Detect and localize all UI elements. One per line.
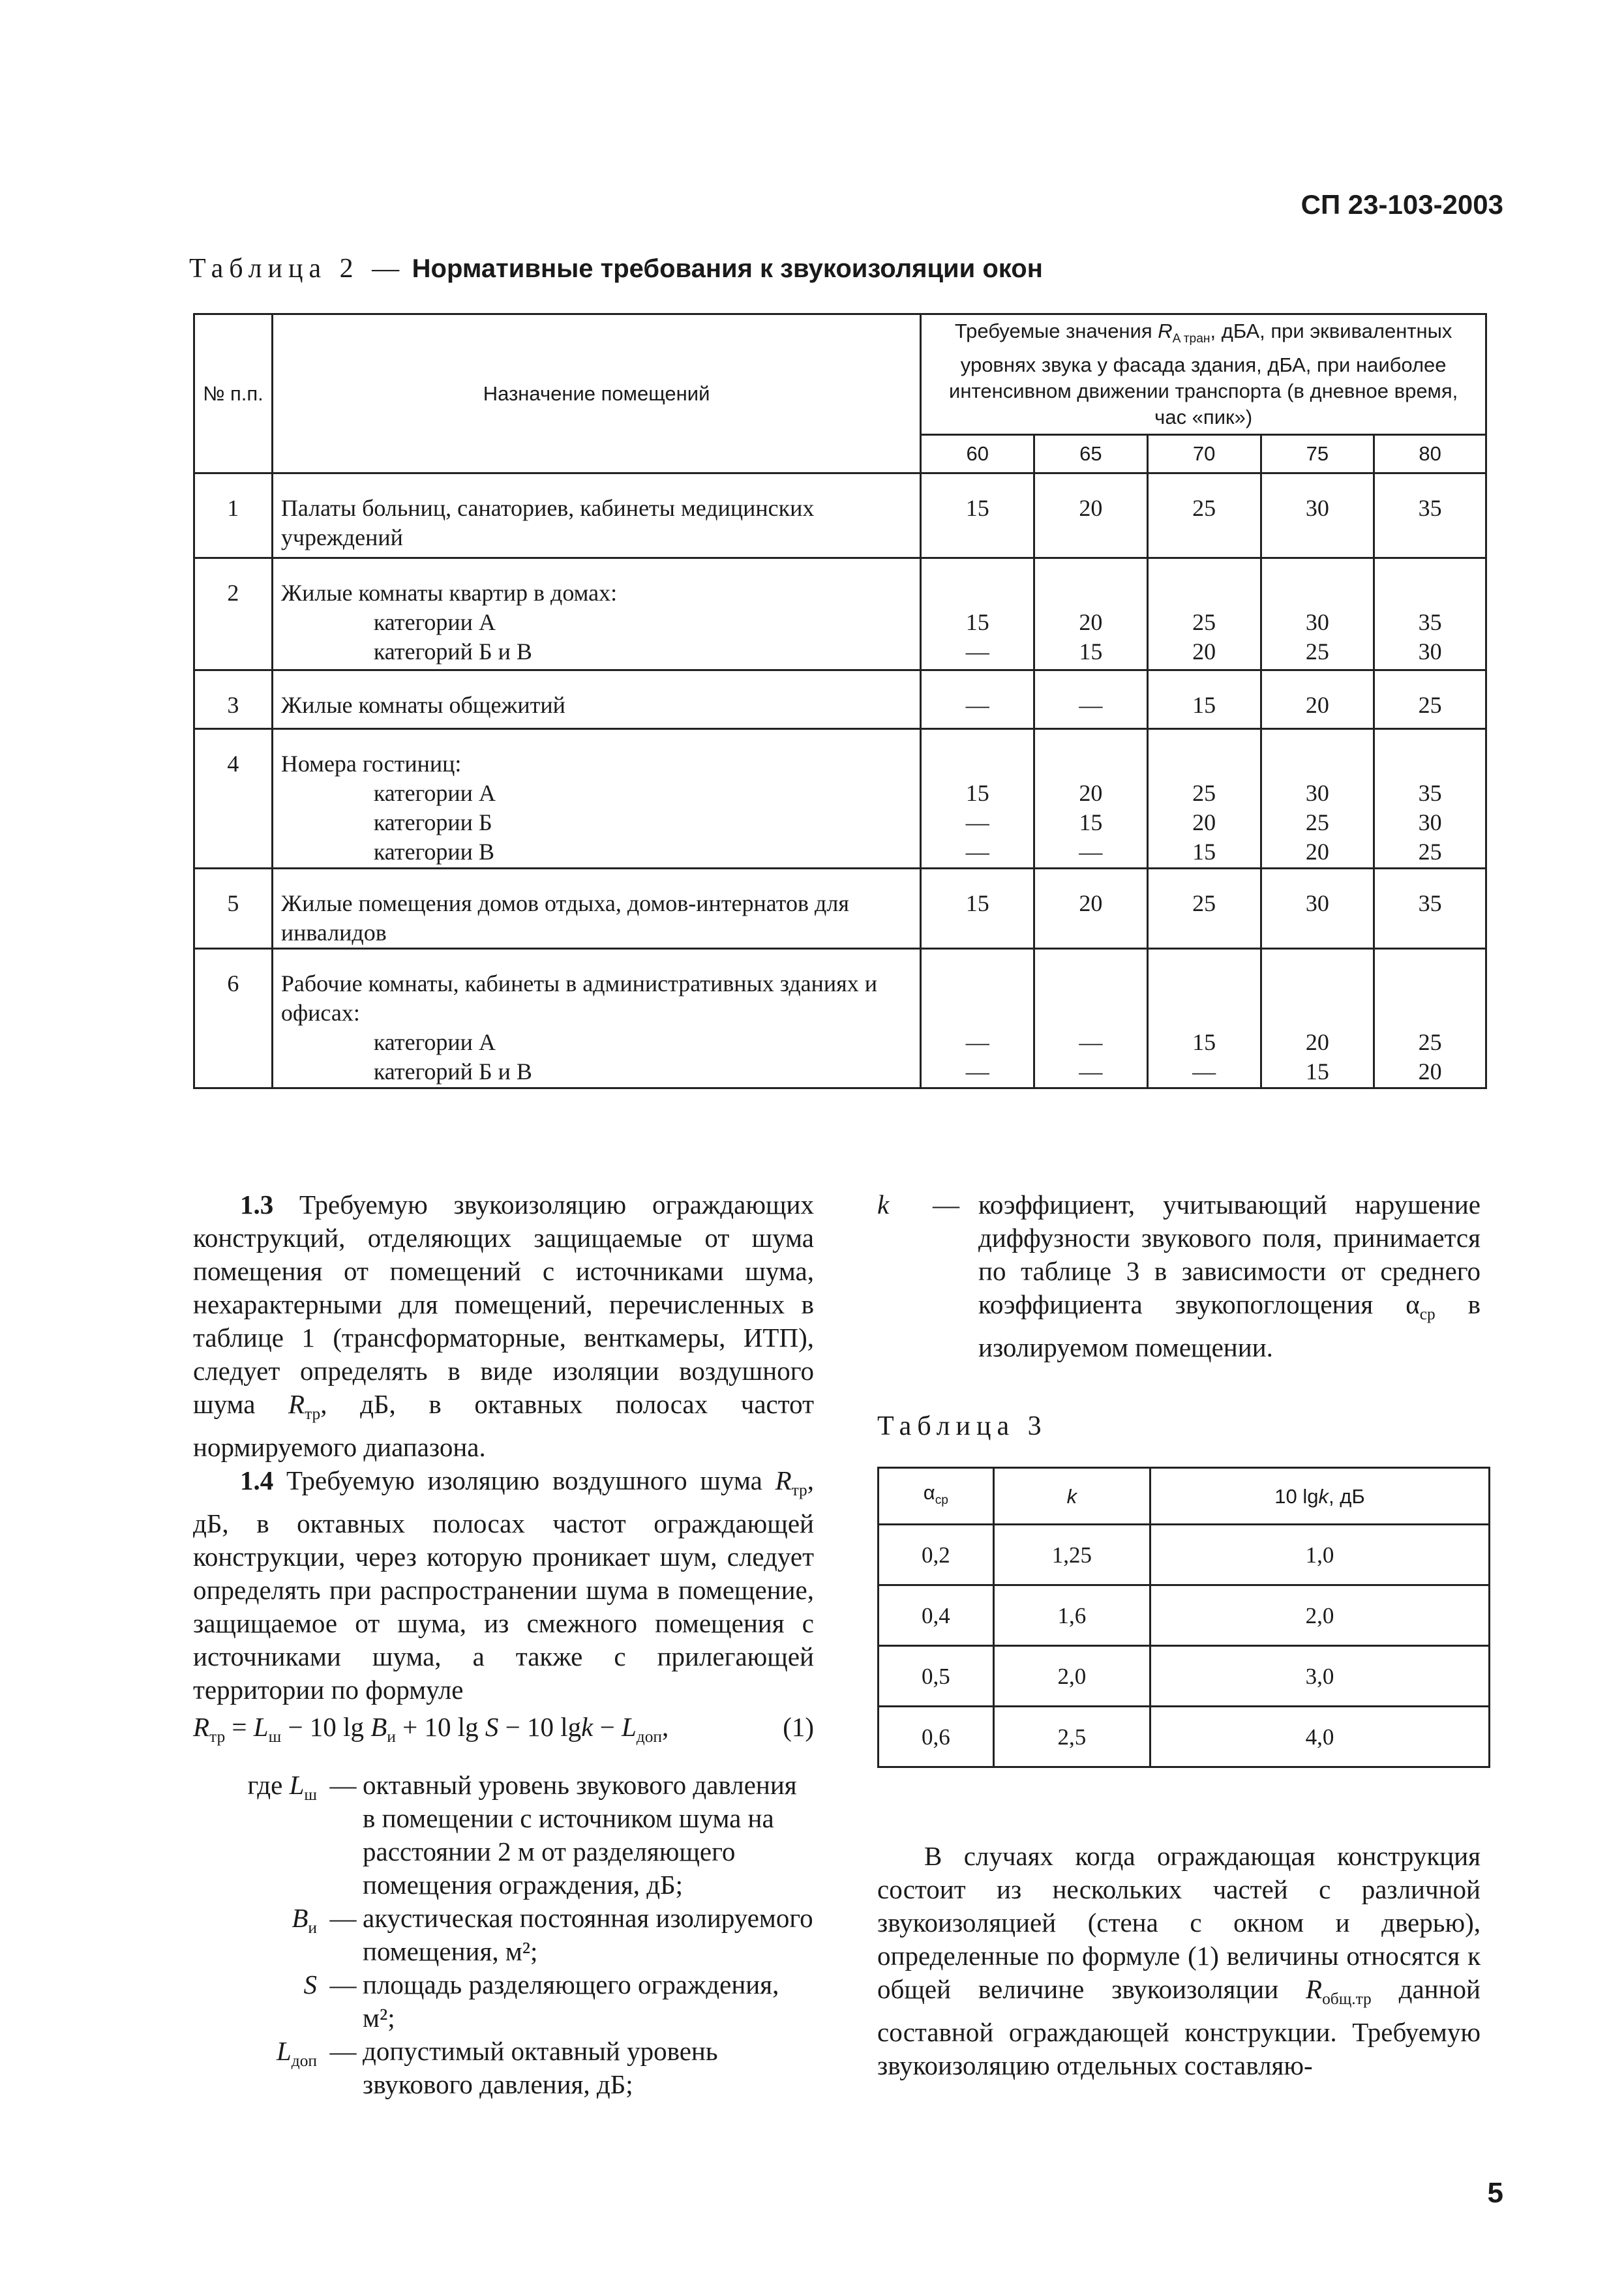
definition-symbol-letter: B: [292, 1902, 308, 1933]
table3-cell: 0,6: [879, 1707, 994, 1767]
composite-paragraph: [877, 1840, 1481, 2082]
f-L-sub: ш: [268, 1728, 282, 1746]
p13-number: 1.3: [240, 1190, 274, 1220]
table2-value: 35: [1418, 780, 1442, 806]
required-text-post: , дБА, при эквивалентных уровнях звука у фасада здания, дБА, при наиболее интенсивном движении транспорта (в дневное время, час «пик»): [949, 319, 1458, 429]
formula-expression: [193, 1711, 669, 1754]
table2-value-cell: [921, 949, 1034, 1088]
definition-symbol-sub: ш: [304, 1785, 317, 1804]
table2-caption: [189, 253, 1043, 284]
definition-dash: —: [329, 1969, 357, 1999]
table2-value: 35: [1418, 890, 1442, 916]
table2-value: 25: [1418, 839, 1442, 865]
table3-cell: 1,6: [993, 1585, 1150, 1646]
purpose-line: Жилые комнаты квартир в домах:: [280, 580, 618, 606]
table2-value-cell: [1034, 473, 1148, 558]
table2-value-cell: [1261, 670, 1374, 729]
definition-symbol: [193, 1902, 323, 1968]
table3-cell: 2,5: [993, 1707, 1150, 1767]
table2-value-cell: [1147, 558, 1261, 670]
table3-cell: 1,0: [1150, 1525, 1489, 1585]
table2-value: 25: [1192, 495, 1216, 521]
table2-row: [194, 729, 1486, 869]
purpose-subcategory: категории Б: [373, 809, 492, 835]
table2-value: 15: [965, 495, 989, 521]
t3-header-10lgk: [1150, 1468, 1489, 1525]
paragraph-1-3: [193, 1188, 814, 1464]
p14-text-a: Требуемую изоляцию воздушного шума: [273, 1465, 775, 1496]
table2-value: 15: [1192, 839, 1216, 865]
table2-value: 15: [1192, 692, 1216, 718]
table3-cell: 0,5: [879, 1646, 994, 1707]
table2-value: 35: [1418, 495, 1442, 521]
table2-row-purpose: [272, 670, 921, 729]
table2-caption-title: Нормативные требования к звукоизоляции окон: [412, 254, 1043, 283]
table2-value: 15: [965, 609, 989, 635]
table2-value: —: [965, 692, 989, 718]
table2-value: 30: [1305, 495, 1329, 521]
k-text-a: коэффициент, учитывающий нарушение диффузности звукового поля, принимается по таблице 3 в зависимости от среднего коэффициента звукопоглощения: [978, 1190, 1481, 1319]
table2-value-cell: [1034, 949, 1148, 1088]
symbol-definition: [193, 1769, 814, 1902]
p14-number: 1.4: [240, 1465, 274, 1496]
definition-dash: —: [329, 1902, 357, 1933]
table3-cell: 3,0: [1150, 1646, 1489, 1707]
table3-cell: 2,0: [1150, 1585, 1489, 1646]
table2-row-purpose: [272, 869, 921, 949]
table2-value: 15: [1305, 1058, 1329, 1085]
t3-header-alpha: [879, 1468, 994, 1525]
table2-value: 20: [1192, 638, 1216, 665]
table2-row-purpose: [272, 558, 921, 670]
k-definition: [877, 1188, 1481, 1364]
table2-value: —: [965, 809, 989, 835]
f-B: B: [370, 1712, 387, 1743]
table2-value-cell: [1147, 869, 1261, 949]
table2-value: 20: [1079, 609, 1103, 635]
purpose-line: Номера гостиниц:: [280, 751, 462, 777]
table2-value: 25: [1305, 638, 1329, 665]
symbol-definition: [193, 1902, 814, 1968]
k-alpha: α: [1406, 1289, 1420, 1319]
table2-value-cell: [921, 558, 1034, 670]
f-L: L: [253, 1712, 269, 1743]
table2-value: 25: [1418, 1029, 1442, 1055]
purpose-line: Жилые комнаты общежитий: [280, 692, 565, 718]
table2-value-cell: [921, 670, 1034, 729]
table2-value-cell: [921, 473, 1034, 558]
table2-level-header: 65: [1034, 435, 1148, 473]
table2-value-cell: [1147, 949, 1261, 1088]
definition-symbol: [193, 1968, 323, 2035]
definition-symbol-sub: и: [308, 1918, 317, 1937]
t3-header-k: [993, 1468, 1150, 1525]
rp-R-sub: общ.тр: [1322, 1990, 1372, 2009]
table2-value: 15: [1079, 638, 1103, 665]
table3-cell: 0,2: [879, 1525, 994, 1585]
table2-value-cell: [1147, 473, 1261, 558]
required-text-pre: Требуемые значения: [954, 319, 1158, 342]
table2-row-purpose: [272, 729, 921, 869]
table2-value: 20: [1079, 890, 1103, 916]
table2-value-cell: [1147, 670, 1261, 729]
table3-row: [879, 1646, 1490, 1707]
table3-cell: 2,0: [993, 1646, 1150, 1707]
table2-value: 20: [1305, 692, 1329, 718]
purpose-subcategory: категории А: [373, 609, 496, 635]
rp-R: R: [1306, 1974, 1323, 2005]
definition-symbol-letter: L: [276, 2035, 292, 2066]
definition-symbol: [193, 2035, 323, 2101]
table2-value-cell: [1034, 670, 1148, 729]
p13-symbol-sub: тр: [305, 1405, 321, 1424]
table2-row-number: 4: [194, 729, 273, 869]
table2-header-no: № п.п.: [194, 314, 273, 473]
symbol-definition: [193, 1968, 814, 2035]
rp-text-b: данной составной ограждающей конструкции. Требуемую звукоизоляцию отдельных составляю-: [877, 1974, 1481, 2081]
table2-value-cell: [1261, 869, 1374, 949]
table2-value: 20: [1305, 1029, 1329, 1055]
table2-value-cell: [1374, 869, 1486, 949]
table3-row: [879, 1707, 1490, 1767]
table2-value: 25: [1418, 692, 1442, 718]
p14-symbol-sub: тр: [791, 1481, 807, 1500]
f-eq: =: [225, 1712, 254, 1743]
definition-dash: —: [329, 1769, 357, 1800]
table2-value: —: [965, 839, 989, 865]
table2: [193, 313, 1487, 1089]
paragraph-1-4: [193, 1464, 814, 1707]
f-m2: + 10 lg: [395, 1712, 485, 1743]
table2-value: 15: [1079, 809, 1103, 835]
table2-value: —: [965, 1058, 989, 1085]
definition-dash: —: [329, 2035, 357, 2066]
table2-caption-prefix: Таблица 2 —: [189, 254, 406, 284]
symbol-definition: [193, 2035, 814, 2101]
definition-symbol-letter: L: [289, 1769, 305, 1800]
table2-value: —: [1079, 1058, 1103, 1085]
table2-value: 15: [1192, 1029, 1216, 1055]
table2-value-cell: [1034, 869, 1148, 949]
table2-row: [194, 473, 1486, 558]
table2-row: [194, 558, 1486, 670]
f-R-sub: тр: [209, 1728, 226, 1746]
table3-row: [879, 1525, 1490, 1585]
table2-value-cell: [1374, 729, 1486, 869]
t3-lg-k: k: [1318, 1484, 1329, 1508]
table2-value: 20: [1079, 780, 1103, 806]
definition-symbol: [193, 1769, 323, 1902]
table2-value-cell: [921, 729, 1034, 869]
f-end: ,: [662, 1712, 669, 1743]
table2-value: 15: [965, 890, 989, 916]
f-R: R: [193, 1712, 210, 1743]
t3-alpha-sub: ср: [935, 1493, 948, 1507]
table2-value: 30: [1418, 638, 1442, 665]
table2-value: 30: [1418, 809, 1442, 835]
purpose-subcategory: категорий Б и В: [373, 1058, 532, 1085]
table2-value-cell: [1034, 729, 1148, 869]
f-L2-sub: доп: [636, 1728, 663, 1746]
purpose-subcategory: категории В: [373, 839, 494, 865]
table2-value-cell: [1374, 473, 1486, 558]
table2-value: 20: [1079, 495, 1103, 521]
definition-symbol-letter: S: [303, 1969, 317, 1999]
table2-value-cell: [1374, 949, 1486, 1088]
table2-row-number: 5: [194, 869, 273, 949]
table2-level-header: 70: [1147, 435, 1261, 473]
f-B-sub: и: [387, 1728, 396, 1746]
table2-value-cell: [1261, 473, 1374, 558]
definition-text: октавный уровень звукового давления в помещении с источником шума на расстоянии 2 м от разделяющего помещения ограждения, дБ;: [363, 1769, 797, 1900]
table2-value: 20: [1418, 1058, 1442, 1085]
table2-header-purpose: Назначение помещений: [272, 314, 921, 473]
table2-value-cell: [1034, 558, 1148, 670]
table2-row-purpose: [272, 949, 921, 1088]
table2-value: 35: [1418, 609, 1442, 635]
k-text: [978, 1188, 1481, 1364]
table2-value: 25: [1192, 890, 1216, 916]
f-m3: − 10 lg: [498, 1712, 582, 1743]
where-label: где: [247, 1769, 283, 1800]
table2-value: 20: [1192, 809, 1216, 835]
t3-k: k: [1066, 1484, 1077, 1508]
table2-header-required: [921, 314, 1486, 435]
left-column: [193, 1188, 814, 2101]
table2-row: [194, 949, 1486, 1088]
table2-value: 25: [1192, 609, 1216, 635]
table2-row: [194, 670, 1486, 729]
t3-unit: , дБ: [1329, 1484, 1365, 1508]
table2-value: —: [1192, 1058, 1216, 1085]
table3-cell: 4,0: [1150, 1707, 1489, 1767]
k-dash: —: [933, 1190, 959, 1220]
table2-value: 30: [1305, 780, 1329, 806]
f-L2: L: [621, 1712, 637, 1743]
table2-level-header: 75: [1261, 435, 1374, 473]
table2-value-cell: [1261, 729, 1374, 869]
table3-caption: Таблица 3: [877, 1411, 1047, 1442]
p13-text-a: Требуемую звукоизоляцию ограждающих конструкций, отделяющих защищаемые от шума помещения от помещений с источниками шума, нехарактерными для помещений, перечисленных в таблице 1 (трансформаторные, венткамеры, ИТП), следует определять в виде изоляции воздушного шума: [193, 1190, 814, 1419]
table2-value: —: [965, 638, 989, 665]
required-symbol: R: [1158, 319, 1173, 342]
p13-symbol: R: [288, 1389, 305, 1419]
table2-value-cell: [1374, 670, 1486, 729]
table2-row-number: 3: [194, 670, 273, 729]
table2-row-number: 6: [194, 949, 273, 1088]
table2-level-header: 80: [1374, 435, 1486, 473]
table2-value: —: [1079, 1029, 1103, 1055]
table2-value-cell: [1261, 558, 1374, 670]
table2-value-cell: [1261, 949, 1374, 1088]
symbol-definitions: [193, 1769, 814, 2101]
formula-number: (1): [783, 1712, 814, 1743]
formula-1: [193, 1711, 814, 1754]
table2-row: [194, 869, 1486, 949]
definition-text: площадь разделяющего ограждения, м²;: [363, 1969, 779, 2033]
table2-value-cell: [921, 869, 1034, 949]
k-alpha-sub: ср: [1419, 1305, 1436, 1324]
table2-value: —: [1079, 839, 1103, 865]
purpose-subcategory: категорий Б и В: [373, 638, 532, 665]
table2-value: 25: [1192, 780, 1216, 806]
table2-row-number: 2: [194, 558, 273, 670]
table2-level-header: 60: [921, 435, 1034, 473]
table2-value: 25: [1305, 809, 1329, 835]
table2-value: —: [965, 1029, 989, 1055]
table2-value-cell: [1147, 729, 1261, 869]
p14-text-b: , дБ, в октавных полосах частот ограждающей конструкции, через которую проникает шум, следует определять при распространении шума в помещение, защищаемое от шума, из смежного помещения с источниками шума, а также с прилегающей территории по формуле: [193, 1465, 814, 1705]
rp-text-a: В случаях когда ограждающая конструкция состоит из нескольких частей с различной звукоизоляцией (стена с окном и дверью), определенные по формуле (1) величины относятся к общей величине звукоизоляции: [877, 1841, 1481, 2005]
table3-cell: 1,25: [993, 1525, 1150, 1585]
table2-value: 20: [1305, 839, 1329, 865]
right-column: [877, 1188, 1481, 2109]
table3-row: [879, 1585, 1490, 1646]
page-number: 5: [1487, 2177, 1503, 2209]
table2-value: 30: [1305, 890, 1329, 916]
k-symbol: k: [877, 1190, 890, 1220]
f-S: S: [485, 1712, 499, 1743]
f-m1: − 10 lg: [281, 1712, 371, 1743]
table3: [877, 1467, 1490, 1768]
required-symbol-sub: A тран: [1172, 332, 1210, 346]
purpose-line: Рабочие комнаты, кабинеты в административных зданиях и офисах:: [280, 970, 877, 1026]
table2-row-number: 1: [194, 473, 273, 558]
f-m4: −: [593, 1712, 622, 1743]
table3-cell: 0,4: [879, 1585, 994, 1646]
purpose-subcategory: категории А: [373, 780, 496, 806]
table2-row-purpose: [272, 473, 921, 558]
document-code: СП 23-103-2003: [1301, 189, 1503, 220]
t3-lg: 10 lg: [1274, 1484, 1319, 1508]
table2-value: —: [1079, 692, 1103, 718]
table2-value: 30: [1305, 609, 1329, 635]
p13-text-b: , дБ, в октавных полосах частот нормируемого диапазона.: [193, 1389, 814, 1463]
f-k: k: [581, 1712, 594, 1743]
p14-symbol: R: [775, 1465, 792, 1496]
purpose-subcategory: категории А: [373, 1029, 496, 1055]
definition-text: допустимый октавный уровень звукового давления, дБ;: [363, 2035, 718, 2099]
purpose-line: Жилые помещения домов отдыха, домов-интернатов для инвалидов: [280, 890, 849, 946]
table2-value-cell: [1374, 558, 1486, 670]
k-text-b: в изолируемом помещении.: [978, 1289, 1481, 1363]
purpose-line: Палаты больниц, санаториев, кабинеты медицинских учреждений: [280, 495, 815, 550]
table2-value: 15: [965, 780, 989, 806]
t3-alpha: α: [923, 1480, 935, 1504]
definition-symbol-sub: доп: [291, 2051, 317, 2070]
definition-text: акустическая постоянная изолируемого помещения, м²;: [363, 1902, 813, 1966]
